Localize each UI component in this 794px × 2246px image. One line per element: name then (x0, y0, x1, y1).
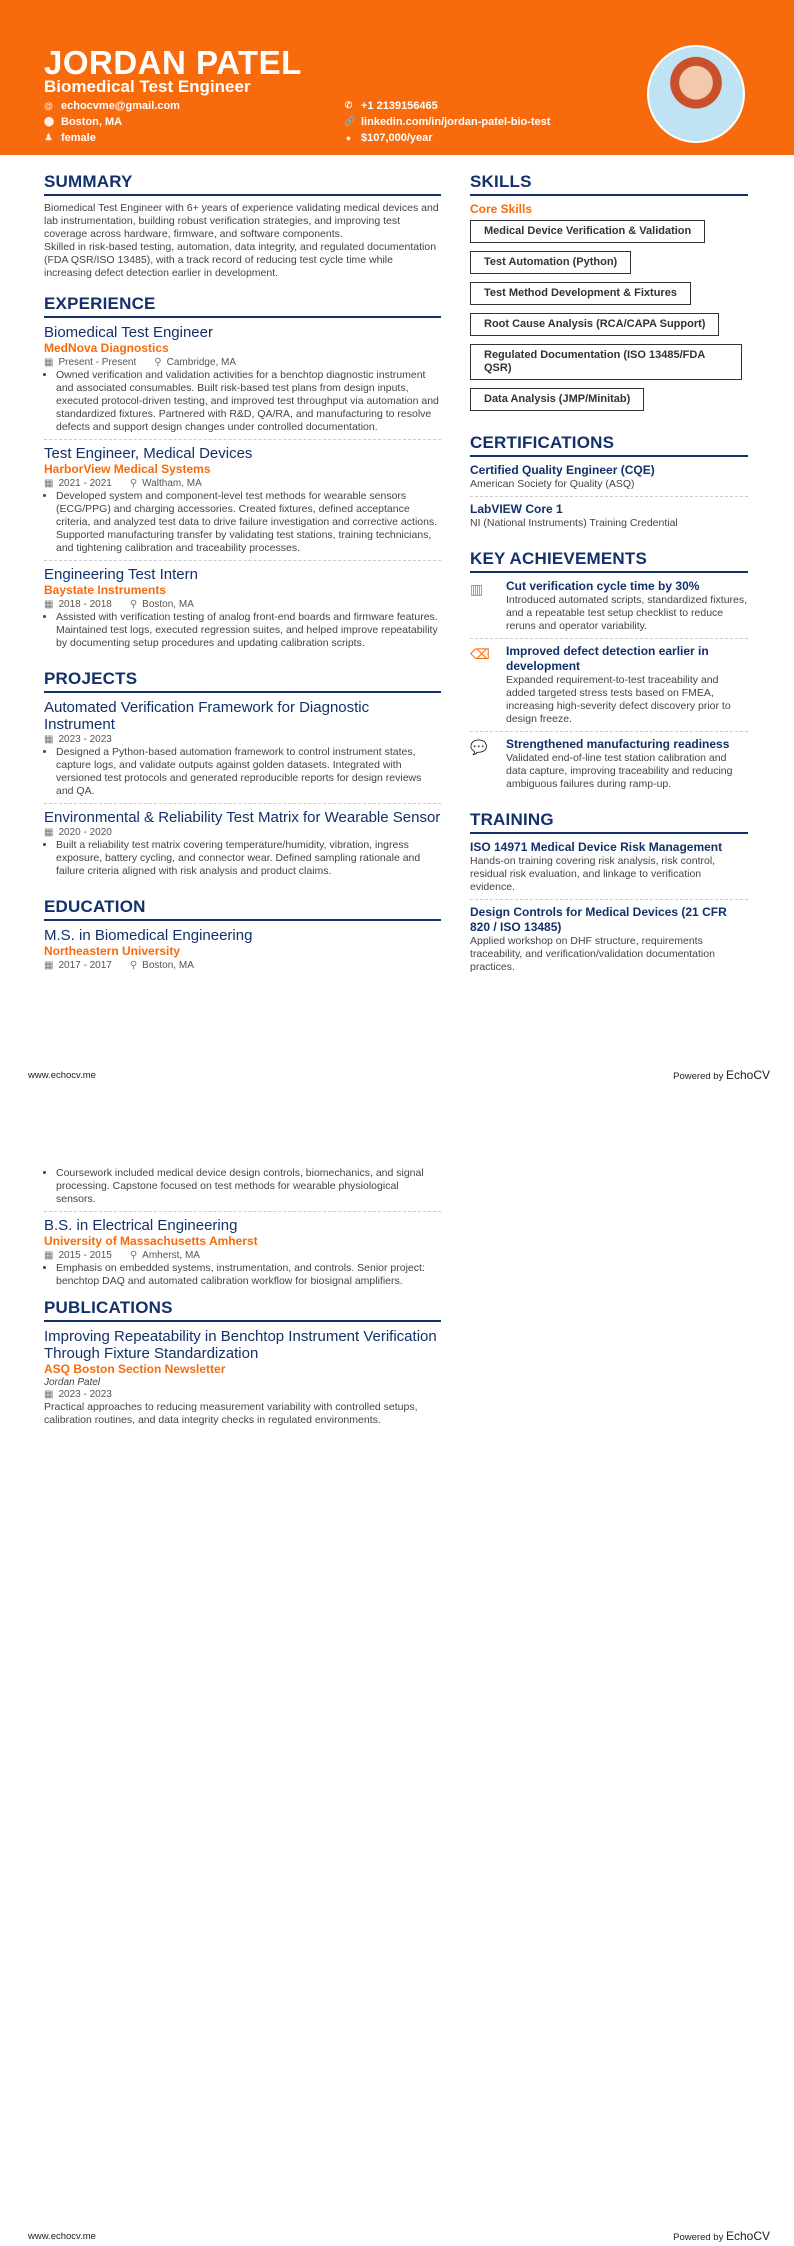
project-title: Automated Verification Framework for Diagnostic Instrument (44, 699, 370, 733)
skill-chip: Test Method Development & Fixtures (470, 282, 691, 305)
meta (44, 356, 441, 369)
achievements-section (470, 549, 748, 796)
location-icon: ⬤ (44, 116, 55, 126)
left-column (44, 1167, 441, 1441)
bullet: • Built a reliability test matrix covering temperature/humidity, vibration, ingress exposure, battery cycling, and connector wear. Defined sampling rationale and failure criteria aligned with risk analysis and product claims. (56, 839, 441, 878)
publication-desc: Practical approaches to reducing measurement variability with controlled setups, calibration routines, and data integrity checks in regulated environments. (44, 1401, 418, 1426)
dates: 2023 - 2023 (58, 734, 112, 745)
bullet: • Developed system and component-level test methods for wearable sensors (ECG/PPG) and charging accessories. Created fixtures, defined acceptance criteria, and analyzed test data to drive failure investigation and corrective actions. Supported manufacturing transfer by validating test stations, training technicians, and tightening calibration and traceability processes. (56, 490, 441, 555)
section-heading: EXPERIENCE (44, 294, 441, 318)
dates: 2021 - 2021 (58, 478, 112, 489)
profile-photo (647, 45, 745, 143)
dates: Present - Present (58, 357, 137, 368)
calendar-icon: ▦ (44, 357, 54, 368)
training-item (470, 905, 748, 979)
contact-list (44, 99, 551, 144)
location: Boston, MA (142, 599, 194, 610)
experience-section (44, 294, 441, 655)
cert-issuer: NI (National Instruments) Training Credential (470, 517, 678, 529)
achievement-item (470, 737, 748, 796)
skill-chip: Regulated Documentation (ISO 13485/FDA QSR) (470, 344, 742, 380)
achievement-title: Improved defect detection earlier in development (506, 644, 709, 673)
publication-title: Improving Repeatability in Benchtop Instrument Verification Through Fixture Standardization (44, 1328, 437, 1362)
publications-section (44, 1298, 441, 1427)
meta (44, 826, 441, 839)
meta (44, 733, 441, 746)
brand-logo: EchoCV (725, 1068, 770, 1082)
location: Amherst, MA (142, 1250, 200, 1261)
school: Northeastern University (44, 944, 181, 958)
bullet: • Emphasis on embedded systems, instrumentation, and controls. Senior project: benchtop DAQ and automated calibration workflow for biosignal amplifiers. (56, 1262, 441, 1288)
contact-text: echocvme@gmail.com (61, 99, 180, 112)
candidate-name: JORDAN PATEL (44, 44, 302, 81)
certifications-section (470, 433, 748, 535)
meta (44, 598, 441, 611)
project-item (44, 809, 441, 883)
bullet: • Owned verification and validation activities for a benchtop diagnostic instrument and associated consumables. Built risk-based test plans from design inputs, executed protocol-driven testing, and improved test throughput via automation and standardized fixtures. Partnered with R&D, QA/RA, and manufacturing to resolve defects and support design changes under controlled documentation. (56, 369, 441, 434)
calendar-icon: ▦ (44, 960, 54, 971)
calendar-icon: ▦ (44, 599, 54, 610)
project-title: Environmental & Reliability Test Matrix for Wearable Sensor (44, 809, 441, 826)
money-icon: ● (345, 132, 352, 143)
training-item (470, 840, 748, 900)
section-heading: SKILLS (470, 172, 748, 196)
location: Waltham, MA (142, 478, 202, 489)
achievement-item (470, 579, 748, 639)
building-icon: ▥ (470, 581, 484, 597)
person-icon: ♟ (44, 132, 53, 142)
summary-section (44, 172, 441, 280)
calendar-icon: ▦ (44, 478, 54, 489)
skills-section (470, 172, 748, 419)
phone-icon: ✆ (344, 100, 353, 110)
dates: 2018 - 2018 (58, 599, 112, 610)
at-icon: @ (44, 100, 53, 111)
training-desc: Hands-on training covering risk analysis, risk control, residual risk evaluation, and linkage to verification evidence. (470, 855, 716, 893)
left-column (44, 172, 441, 986)
education-item-continued (44, 1167, 441, 1212)
meta (44, 959, 441, 972)
skills-subheading: Core Skills (470, 202, 533, 216)
meta (44, 1249, 441, 1262)
certification-item (470, 463, 748, 497)
company: HarborView Medical Systems (44, 462, 211, 476)
degree-title: M.S. in Biomedical Engineering (44, 927, 253, 944)
resume-header (0, 0, 794, 155)
projects-section (44, 669, 441, 883)
experience-item (44, 566, 441, 655)
location: Boston, MA (142, 960, 194, 971)
job-title: Engineering Test Intern (44, 566, 198, 583)
footer-site-link[interactable]: www.echocv.me (28, 2231, 96, 2242)
link-icon: 🔗 (344, 116, 356, 126)
calendar-icon: ▦ (44, 734, 54, 745)
resume-page-2 (0, 1123, 794, 2246)
certification-item (470, 502, 748, 535)
section-heading: CERTIFICATIONS (470, 433, 748, 457)
section-heading: PUBLICATIONS (44, 1298, 441, 1322)
contact-location (44, 115, 344, 128)
contact-text: $107,000/year (361, 131, 433, 144)
location-icon: ⚲ (129, 960, 138, 971)
contact-linkedin[interactable] (344, 115, 644, 128)
dates: 2015 - 2015 (58, 1250, 112, 1261)
footer-site-link[interactable]: www.echocv.me (28, 1070, 96, 1081)
section-heading: EDUCATION (44, 897, 441, 921)
location-icon: ⚲ (154, 357, 162, 368)
cert-title: Certified Quality Engineer (CQE) (470, 463, 655, 477)
training-desc: Applied workshop on DHF structure, requirements traceability, and verification/validation documentation practices. (470, 935, 715, 973)
bullet: • Coursework included medical device design controls, biomechanics, and signal processing. Capstone focused on test methods for wearable physiological sensors. (56, 1167, 441, 1206)
training-title: ISO 14971 Medical Device Risk Management (470, 840, 723, 854)
skill-chip: Test Automation (Python) (470, 251, 631, 274)
section-heading: SUMMARY (44, 172, 441, 196)
contact-text: Boston, MA (61, 115, 123, 128)
company: Baystate Instruments (44, 583, 167, 597)
meta (44, 477, 441, 490)
contact-email[interactable] (44, 99, 344, 112)
footer-powered (673, 2229, 770, 2243)
calendar-icon: ▦ (44, 1389, 54, 1400)
contact-text: linkedin.com/in/jordan-patel-bio-test (361, 115, 551, 128)
contact-text: +1 2139156465 (361, 99, 438, 112)
training-title: Design Controls for Medical Devices (21 CFR 820 / ISO 13485) (470, 905, 727, 934)
footer-powered (673, 1068, 770, 1082)
achievement-title: Cut verification cycle time by 30% (506, 579, 700, 593)
location-icon: ⚲ (129, 599, 138, 610)
skill-chip: Root Cause Analysis (RCA/CAPA Support) (470, 313, 719, 336)
brand-logo: EchoCV (725, 2229, 770, 2243)
powered-text: Powered by (673, 1071, 724, 1082)
location: Cambridge, MA (166, 357, 237, 368)
achievement-desc: Validated end-of-line test station calibration and data capture, improving traceability and reducing ambiguous failures during ramp-up. (506, 752, 733, 790)
contact-text: female (61, 131, 96, 144)
company: MedNova Diagnostics (44, 341, 169, 355)
backspace-icon: ⌫ (470, 646, 490, 662)
achievement-item (470, 644, 748, 732)
education-section (44, 897, 441, 972)
degree-title: B.S. in Electrical Engineering (44, 1217, 238, 1234)
candidate-title: Biomedical Test Engineer (44, 77, 251, 96)
job-title: Test Engineer, Medical Devices (44, 445, 253, 462)
section-heading: PROJECTS (44, 669, 441, 693)
location-icon: ⚲ (129, 1250, 138, 1261)
bullet: • Designed a Python-based automation framework to control instrument states, capture logs, and validate outputs against golden datasets. Integrated with versioned test protocols and generated reproducible reports for design reviews and QA. (56, 746, 441, 798)
experience-item (44, 324, 441, 440)
bullet: • Assisted with verification testing of analog front-end boards and firmware features. Maintained test logs, executed regression suites, and helped improve repeatability by documenting setup procedures and updating calibration scripts. (56, 611, 441, 650)
section-heading: TRAINING (470, 810, 748, 834)
skill-chip: Data Analysis (JMP/Minitab) (470, 388, 644, 411)
education-item (44, 1217, 441, 1293)
location-icon: ⚲ (129, 478, 138, 489)
achievement-desc: Introduced automated scripts, standardized fixtures, and a repeatable test setup checklist to reduce reruns and operator variability. (506, 594, 748, 632)
achievement-desc: Expanded requirement-to-test traceability and added targeted stress tests based on FMEA, increasing high-severity defect discovery prior to design freeze. (506, 674, 731, 725)
contact-salary (344, 131, 644, 144)
achievement-title: Strengthened manufacturing readiness (506, 737, 730, 751)
dates: 2017 - 2017 (58, 960, 112, 971)
publication-author: Jordan Patel (44, 1377, 101, 1388)
training-section (470, 810, 748, 979)
section-heading: KEY ACHIEVEMENTS (470, 549, 748, 573)
meta (44, 1388, 441, 1401)
publisher: ASQ Boston Section Newsletter (44, 1362, 226, 1376)
contact-gender (44, 131, 344, 144)
project-item (44, 699, 441, 804)
summary-paragraph: Skilled in risk-based testing, automation, data integrity, and regulated documentation (FDA QSR/ISO 13485), with a track record of reducing test cycle time while increasing defect detection earlier in development. (44, 241, 437, 279)
cert-issuer: American Society for Quality (ASQ) (470, 478, 635, 490)
powered-text: Powered by (673, 2232, 724, 2243)
calendar-icon: ▦ (44, 827, 54, 838)
skill-chip: Medical Device Verification & Validation (470, 220, 705, 243)
job-title: Biomedical Test Engineer (44, 324, 213, 341)
contact-phone[interactable] (344, 99, 644, 112)
school: University of Massachusetts Amherst (44, 1234, 258, 1248)
chat-icon: 💬 (470, 739, 488, 755)
calendar-icon: ▦ (44, 1250, 54, 1261)
dates: 2020 - 2020 (58, 827, 112, 838)
cert-title: LabVIEW Core 1 (470, 502, 563, 516)
dates: 2023 - 2023 (58, 1389, 112, 1400)
summary-paragraph: Biomedical Test Engineer with 6+ years of experience validating medical devices and lab instrumentation, building robust verification strategies, and improving test coverage across hardware, firmware, and software components. (44, 202, 439, 240)
experience-item (44, 445, 441, 561)
right-column (470, 172, 748, 993)
